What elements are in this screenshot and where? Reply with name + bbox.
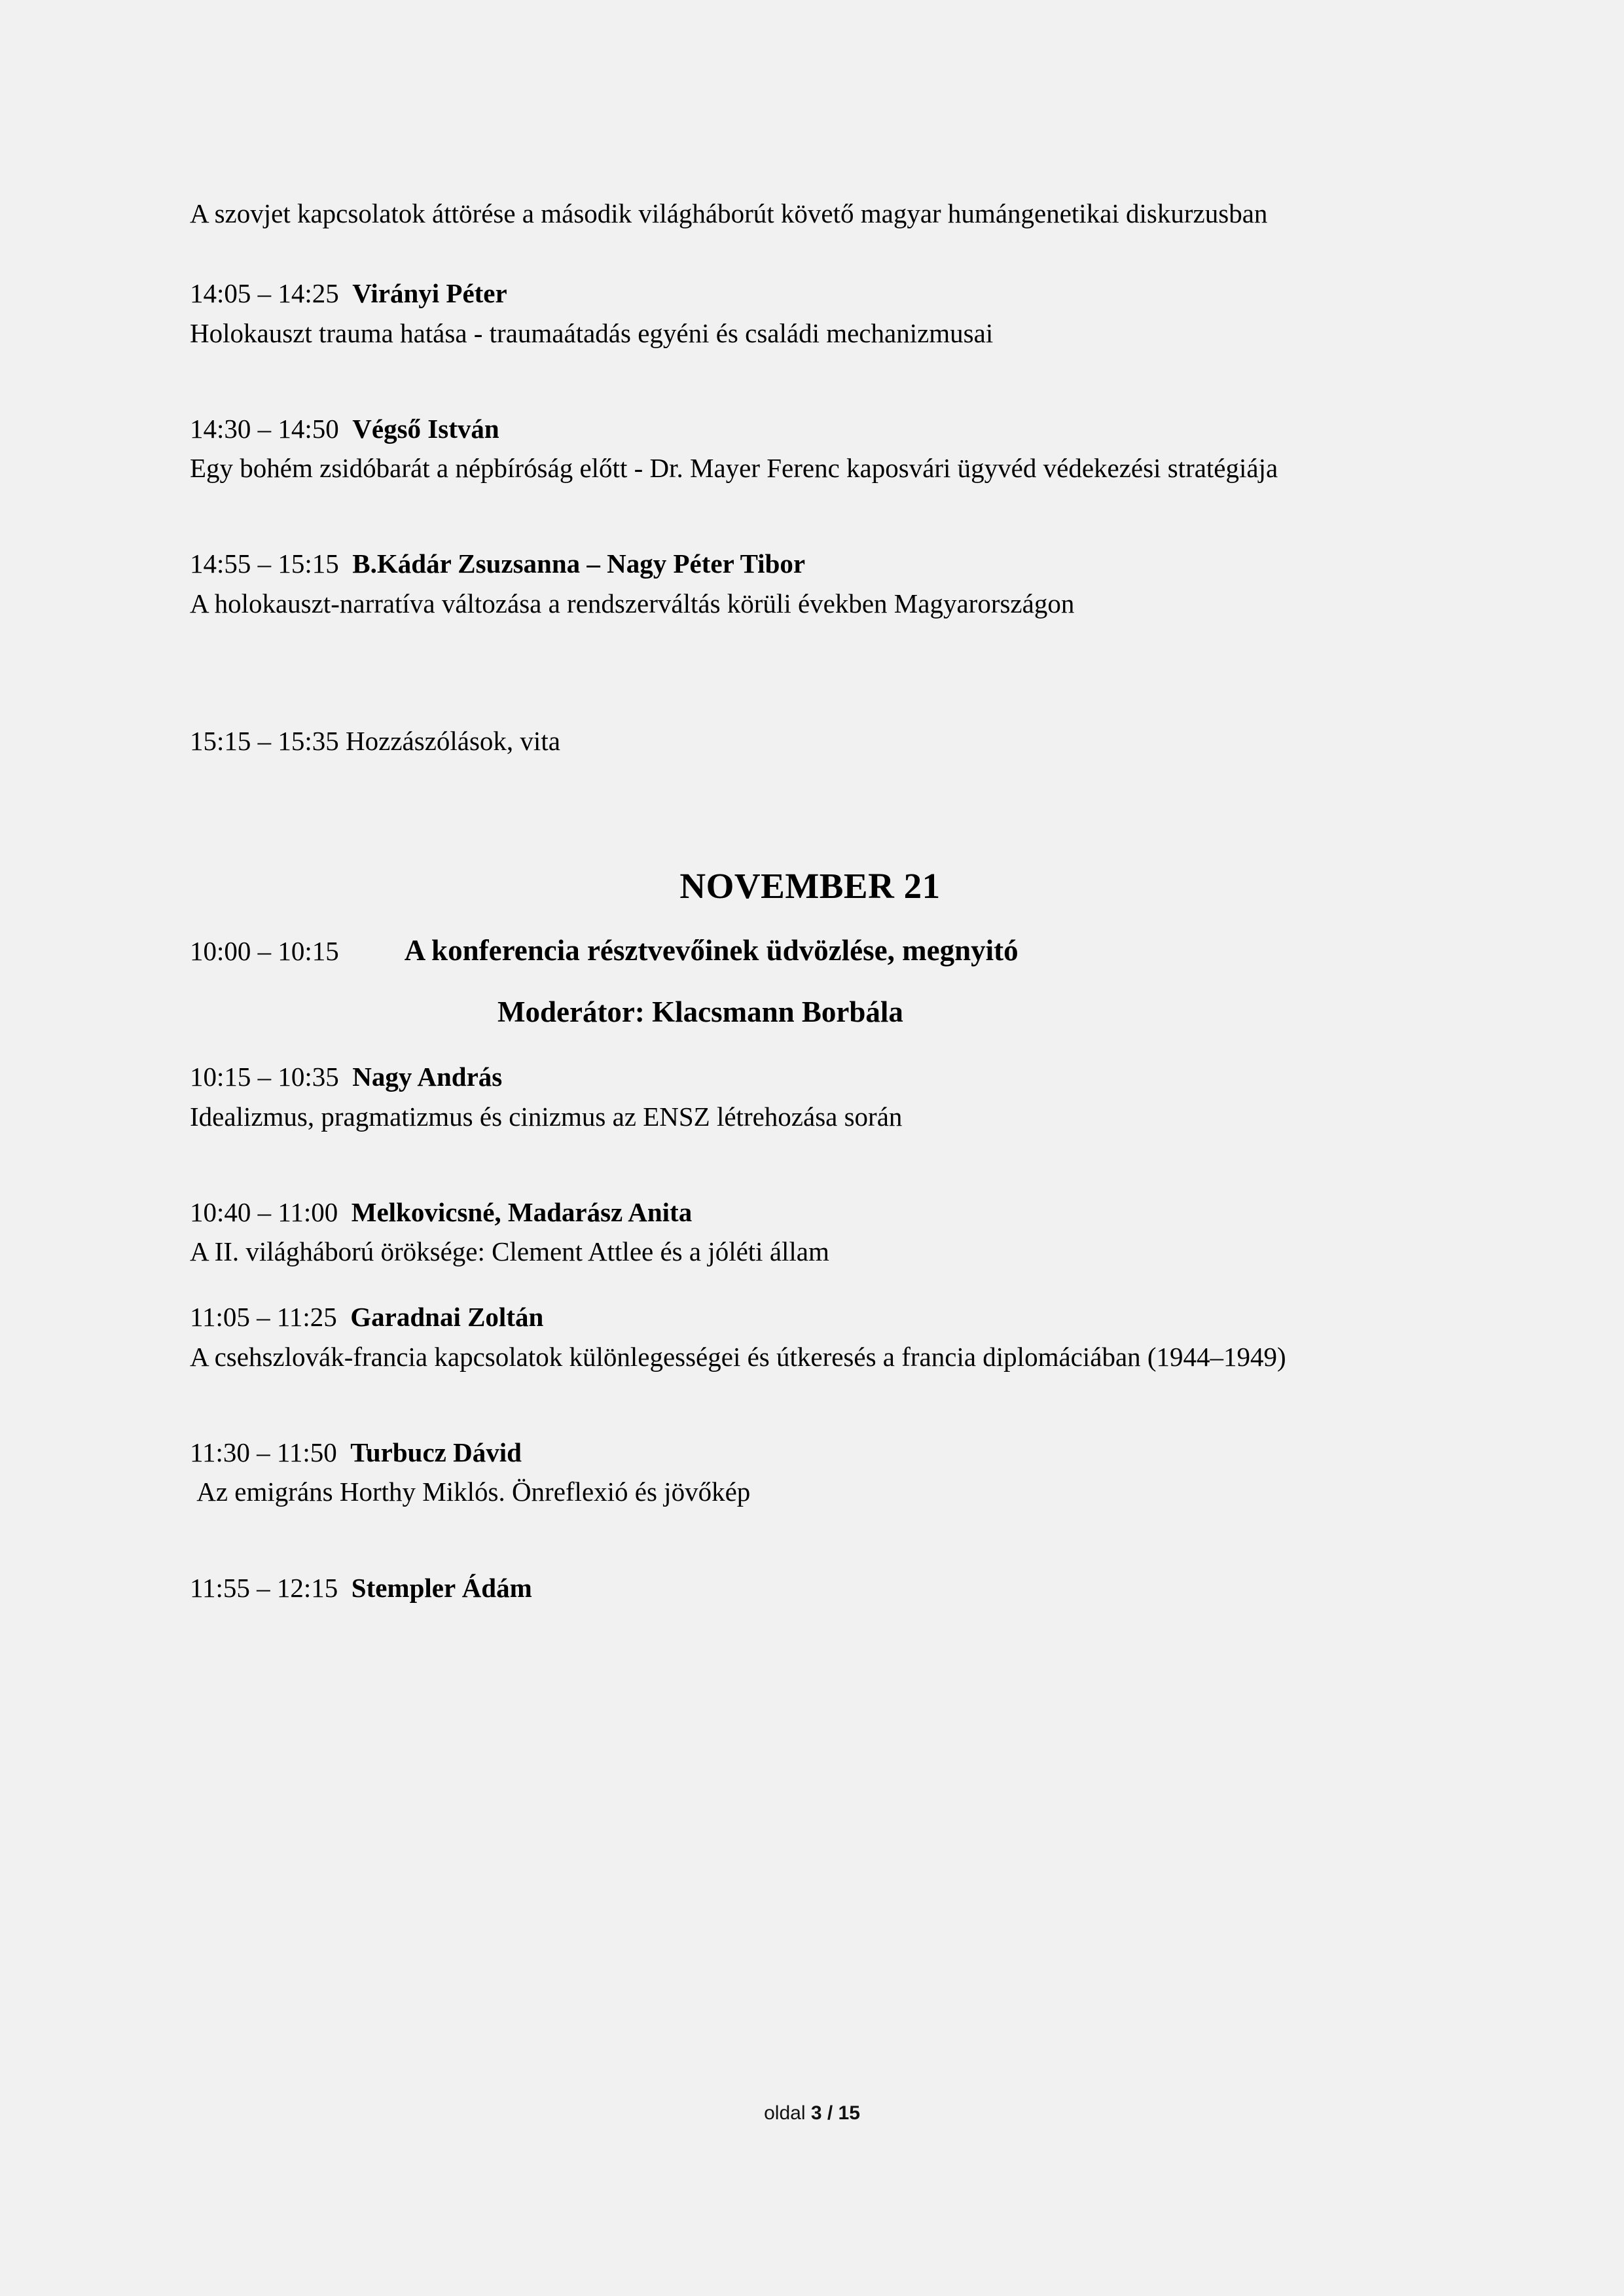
entry-header <box>190 1193 1430 1232</box>
schedule-entry <box>190 544 1430 623</box>
entry-time: 11:30 – 11:50 <box>190 1437 351 1467</box>
schedule-entry <box>190 1193 1430 1272</box>
schedule-entry <box>190 1057 1430 1136</box>
page-footer <box>0 2102 1624 2125</box>
schedule-entry <box>190 409 1430 488</box>
entry-title: Egy bohém zsidóbarát a népbíróság előtt - Dr. Mayer Ferenc kaposvári ügyvéd védekezési stratégiája <box>190 453 1278 484</box>
entry-header <box>190 544 1430 583</box>
footer-page-number: 3 / 15 <box>810 2102 860 2124</box>
continued-paragraph: A szovjet kapcsolatok áttörése a második világháborút követő magyar humángenetikai diskurzusban <box>190 198 1268 228</box>
moderator-line: Moderátor: Klacsmann Borbála <box>497 996 903 1029</box>
entry-title: Holokauszt trauma hatása - traumaátadás egyéni és családi mechanizmusai <box>190 317 994 348</box>
entry-time: 11:05 – 11:25 <box>190 1302 351 1333</box>
spacer <box>190 1271 1430 1297</box>
spacer <box>190 1376 1430 1433</box>
spacer <box>190 1033 1430 1057</box>
entry-speaker: Garadnai Zoltán <box>350 1302 544 1333</box>
opening-time: 10:00 – 10:15 <box>190 936 339 967</box>
entry-title: A csehszlovák-francia kapcsolatok különlegességei és útkeresés a francia diplomáciában (1944–1949) <box>190 1341 1286 1372</box>
spacer <box>190 761 1430 865</box>
entry-speaker: Turbucz Dávid <box>350 1437 522 1467</box>
spacer <box>190 1136 1430 1193</box>
entry-speaker: Melkovicsné, Madarász Anita <box>351 1196 693 1227</box>
entry-time: 11:55 – 12:15 <box>190 1572 352 1603</box>
entry-time: 14:30 – 14:50 <box>190 413 353 444</box>
opening-session-row <box>190 929 1430 972</box>
entry-header <box>190 1057 1430 1096</box>
entry-time: 14:05 – 14:25 <box>190 278 353 309</box>
entry-header <box>190 1297 1430 1336</box>
page-content <box>190 194 1430 1607</box>
entry-speaker: Virányi Péter <box>352 278 507 309</box>
spacer <box>190 1512 1430 1568</box>
entry-header <box>190 1568 1430 1607</box>
spacer <box>190 623 1430 721</box>
entry-title: A holokauszt-narratíva változása a rendszerváltás körüli években Magyarországon <box>190 588 1075 619</box>
entry-title: Idealizmus, pragmatizmus és cinizmus az ENSZ létrehozása során <box>190 1101 903 1132</box>
schedule-entry <box>190 1433 1430 1512</box>
entry-header <box>190 409 1430 448</box>
schedule-entry <box>190 1297 1430 1376</box>
schedule-entry <box>190 1568 1430 1607</box>
entry-header <box>190 274 1430 313</box>
entry-title: Az emigráns Horthy Miklós. Önreflexió és jövőkép <box>190 1477 751 1507</box>
opening-title: A konferencia résztvevőinek üdvözlése, megnyitó <box>404 934 1019 967</box>
spacer <box>190 353 1430 409</box>
spacer <box>190 906 1430 929</box>
entry-speaker: Nagy András <box>352 1062 503 1092</box>
entry-time: 14:55 – 15:15 <box>190 548 353 579</box>
day-heading-november-21: NOVEMBER 21 <box>679 866 941 906</box>
spacer <box>190 972 1430 990</box>
footer-label: oldal <box>764 2102 811 2124</box>
spacer <box>190 488 1430 544</box>
entry-header <box>190 1433 1430 1472</box>
spacer <box>190 233 1430 274</box>
discussion-line: 15:15 – 15:35 Hozzászólások, vita <box>190 725 560 756</box>
entry-title: A II. világháború öröksége: Clement Attlee és a jóléti állam <box>190 1236 829 1267</box>
schedule-entry <box>190 274 1430 353</box>
entry-speaker: Stempler Ádám <box>351 1572 532 1603</box>
entry-time: 10:15 – 10:35 <box>190 1062 353 1092</box>
entry-speaker: B.Kádár Zsuzsanna – Nagy Péter Tibor <box>352 548 806 579</box>
entry-time: 10:40 – 11:00 <box>190 1196 352 1227</box>
entry-speaker: Végső István <box>352 413 499 444</box>
